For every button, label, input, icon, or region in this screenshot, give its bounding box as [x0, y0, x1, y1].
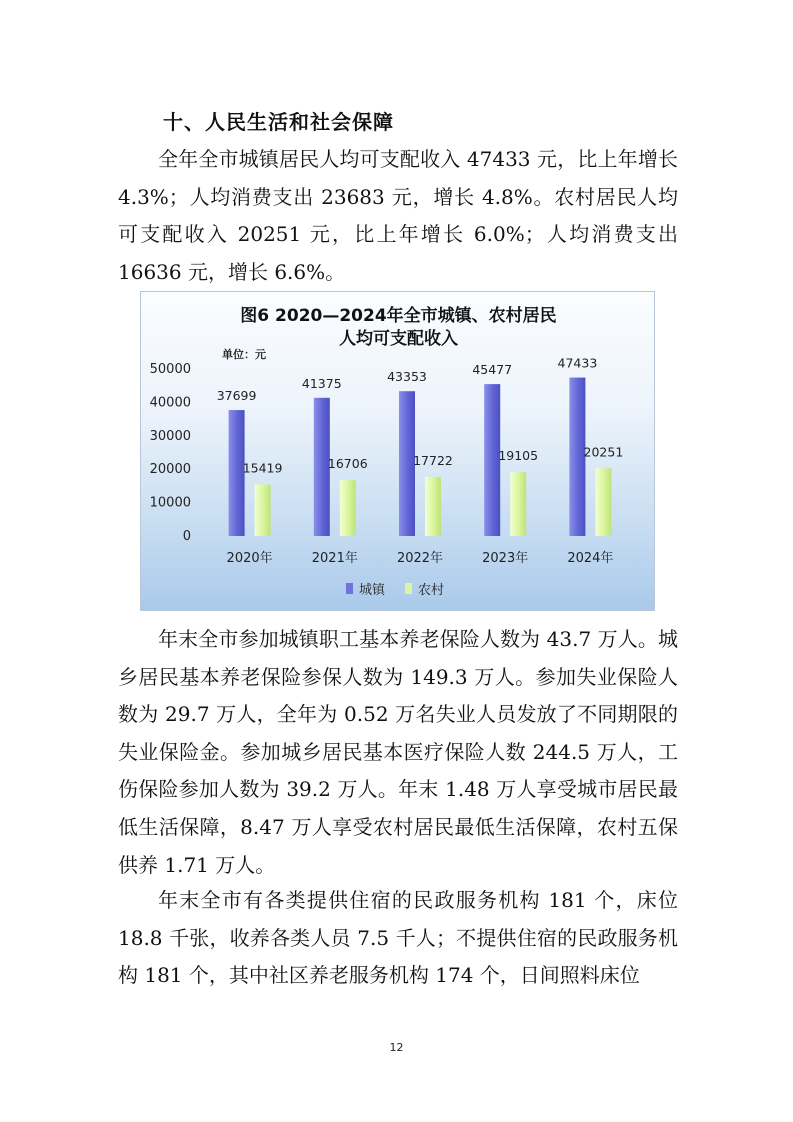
- data-label-rural: 17722: [413, 452, 453, 468]
- x-tick-label: 2024年: [567, 551, 614, 566]
- y-tick-label: 40000: [149, 395, 191, 411]
- x-tick-label: 2023年: [482, 551, 529, 566]
- paragraph-income: 全年全市城镇居民人均可支配收入 47433 元，比上年增长 4.3%；人均消费支出 23683 元，增长 4.8%。农村居民人均可支配收入 20251 元，比上年增长 6.0%；人均消费支出 16636 元，增长 6.6%。: [118, 147, 678, 284]
- section-heading: 十、人民生活和社会保障: [163, 110, 394, 134]
- y-tick-label: 0: [182, 529, 191, 544]
- data-label-urban: 41375: [301, 375, 342, 391]
- legend-label-urban: 城镇: [359, 583, 386, 598]
- paragraph-civil-services: 年末全市有各类提供住宿的民政服务机构 181 个，床位 18.8 千张，收养各类人员 7.5 千人；不提供住宿的民政服务机构 181 个，其中社区养老服务机构 174 个，日间照料床位: [118, 888, 678, 988]
- data-label-rural: 19105: [498, 448, 539, 464]
- data-label-rural: 20251: [583, 444, 624, 460]
- y-tick-label: 20000: [149, 462, 191, 478]
- chart-unit-label: 单位：元: [222, 348, 266, 361]
- data-label-rural: 15419: [242, 460, 283, 476]
- bar-rural: [425, 477, 441, 536]
- chart-title-line1: 图6 2020—2024年全市城镇、农村居民: [240, 306, 557, 326]
- data-label-urban: 47433: [557, 355, 598, 371]
- x-tick-label: 2022年: [396, 551, 444, 566]
- x-tick-label: 2021年: [311, 551, 358, 566]
- x-tick-label: 2020年: [226, 551, 273, 566]
- bar-rural: [340, 480, 356, 536]
- legend-item-rural: [405, 579, 444, 598]
- bar-rural: [595, 468, 611, 536]
- legend-swatch-rural: [405, 583, 412, 594]
- legend-item-urban: [346, 579, 385, 598]
- data-label-urban: 37699: [216, 388, 257, 404]
- data-label-rural: 16706: [327, 456, 368, 472]
- data-label-urban: 43353: [387, 369, 427, 385]
- bar-rural: [510, 472, 526, 536]
- y-tick-label: 10000: [149, 495, 191, 511]
- bar-rural: [255, 485, 271, 536]
- y-tick-label: 30000: [149, 428, 191, 444]
- data-label-urban: 45477: [472, 362, 513, 378]
- legend-swatch-urban: [346, 583, 353, 594]
- y-tick-label: 50000: [149, 362, 191, 377]
- paragraph-insurance: 年末全市参加城镇职工基本养老保险人数为 43.7 万人。城乡居民基本养老保险参保人数为 149.3 万人。参加失业保险人数为 29.7 万人，全年为 0.52 万名失业人员发放了不同期限的失业保险金。参加城乡居民基本医疗保险人数 244.5 万人，工伤保险参加人数为 39.2 万人。年末 1.48 万人享受城市居民最低生活保障，8.47 万人享受农村居民最低生活保障，农村五保供养 1.71 万人。: [118, 627, 678, 877]
- income-bar-chart: [140, 291, 655, 611]
- page-number: 12: [389, 1041, 404, 1054]
- legend-label-rural: 农村: [418, 583, 445, 598]
- chart-title-line2: 人均可支配收入: [339, 329, 458, 349]
